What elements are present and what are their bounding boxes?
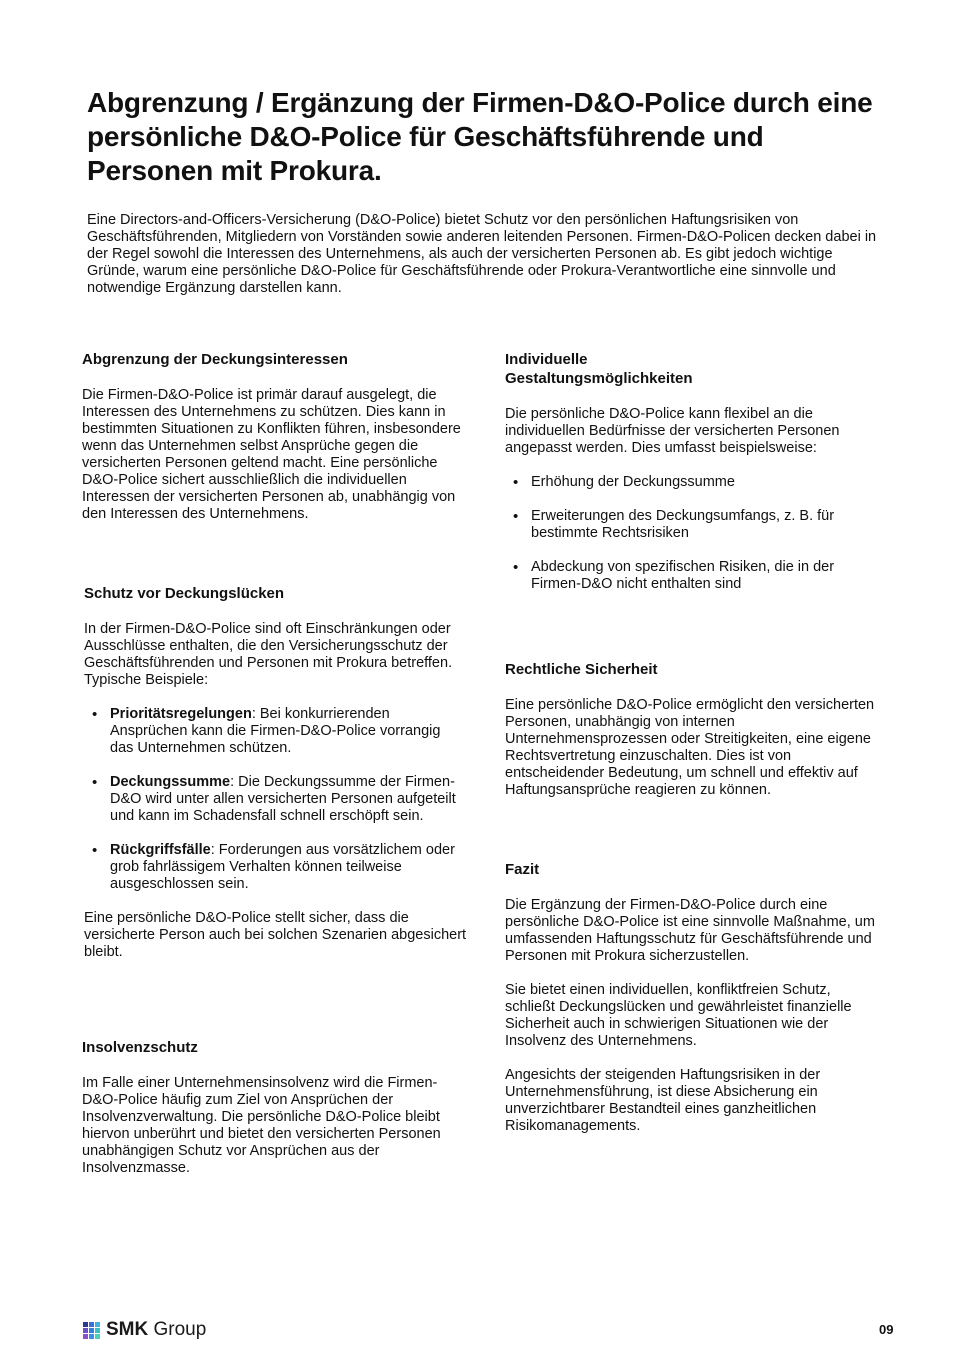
- section-text: Die persönliche D&O-Police kann flexibel an die individuellen Bedürfnisse der versicherten Personen angepasst werden. Dies umfasst beispielsweise:: [505, 406, 840, 456]
- heading-line: Individuelle: [505, 351, 588, 368]
- section-heading: [505, 350, 875, 388]
- logo-square: [95, 1328, 100, 1333]
- list-item: • Erweiterungen des Deckungsumfangs, z. B. für bestimmte Rechtsrisiken: [531, 508, 875, 542]
- example-list: [84, 706, 467, 893]
- logo-square: [89, 1328, 94, 1333]
- list-item: [110, 774, 467, 825]
- section-insolvenzschutz: [82, 1038, 467, 1177]
- logo-text-bold: SMK: [106, 1319, 149, 1340]
- list-item: • Abdeckung von spezifischen Risiken, die in der Firmen-D&O nicht enthalten sind: [531, 559, 875, 593]
- section-fazit: [505, 860, 875, 1135]
- logo-mark-icon: [83, 1322, 100, 1339]
- section-text: Eine persönliche D&O-Police ermöglicht den versicherten Personen, unabhängig von internen Unternehmensprozessen oder Streitigkeiten, eine eigene Rechtsvertretung einzuschalten. Dies ist von entscheidender Bedeutung, um schnell und effektiv auf Haftungsansprüche reagieren zu können.: [505, 697, 875, 798]
- option-list: [505, 474, 875, 593]
- list-item-desc: : Die Deckungssumme der Firmen-D&O wird unter allen versicherten Personen aufgeteilt und kann im Schadensfall schnell erschöpft sein.: [110, 774, 456, 824]
- page-title: Abgrenzung / Ergänzung der Firmen-D&O-Police durch eine persönliche D&O-Police für Geschäftsführende und Personen mit Prokura.: [87, 87, 873, 186]
- logo-square: [89, 1334, 94, 1339]
- section-heading: Insolvenzschutz: [82, 1039, 198, 1056]
- list-item-desc: : Bei konkurrierenden Ansprüchen kann die Firmen-D&O-Police vorrangig das Unternehmen schützen.: [110, 706, 441, 756]
- section-text: Sie bietet einen individuellen, konfliktfreien Schutz, schließt Deckungslücken und gewährleistet finanzielle Sicherheit auch in schwierigen Situationen wie der Insolvenz des Unternehmens.: [505, 982, 852, 1049]
- logo-square: [95, 1322, 100, 1327]
- section-text: In der Firmen-D&O-Police sind oft Einschränkungen oder Ausschlüsse enthalten, die den Versicherungsschutz der Geschäftsführenden und Personen mit Prokura betreffen. Typische Beispiele:: [84, 621, 453, 688]
- list-item-desc: : Forderungen aus vorsätzlichem oder grob fahrlässigem Verhalten können teilweise ausgeschlossen sein.: [110, 842, 455, 892]
- intro-paragraph: Eine Directors-and-Officers-Versicherung (D&O-Police) bietet Schutz vor den persönlichen Haftungsrisiken von Geschäftsführenden, Mitgliedern von Vorständen sowie anderen leitenden Personen. Firmen-D&O-Policen decken dabei in der Regel sowohl die Interessen des Unternehmens, als auch der versicherten Personen ab. Es gibt jedoch wichtige Gründe, warum eine persönliche D&O-Police für Geschäftsführende oder Prokura-Verantwortliche eine sinnvolle und notwendige Ergänzung darstellen kann.: [87, 212, 877, 296]
- logo-square: [95, 1334, 100, 1339]
- section-text: Angesichts der steigenden Haftungsrisiken in der Unternehmensführung, ist diese Absicherung ein unverzichtbarer Bestandteil eines ganzheitlichen Risikomanagements.: [505, 1067, 821, 1134]
- section-gestaltung: [505, 350, 875, 593]
- logo-square: [83, 1328, 88, 1333]
- company-logo: [83, 1319, 206, 1341]
- list-item: [110, 706, 467, 757]
- section-deckungsluecken: [84, 584, 467, 961]
- section-text: Die Firmen-D&O-Police ist primär darauf ausgelegt, die Interessen des Unternehmens zu schützen. Dies kann in bestimmten Situationen zu Konflikten führen, insbesondere wenn das Unternehmen selbst Ansprüche gegen die versicherten Personen geltend macht. Eine persönliche D&O-Police sichert ausschließlich die individuellen Interessen der versicherten Personen ab, unabhängig von den Interessen des Unternehmens.: [82, 387, 461, 522]
- section-text: Die Ergänzung der Firmen-D&O-Police durch eine persönliche D&O-Police ist eine sinnvolle Maßnahme, um umfassenden Haftungsschutz für Geschäftsführende und Personen mit Prokura sicherzustellen.: [505, 897, 875, 964]
- section-deckungsinteressen: [82, 350, 467, 523]
- logo-text-rest: Group: [148, 1319, 207, 1340]
- logo-wordmark: [106, 1319, 206, 1341]
- section-heading: Schutz vor Deckungslücken: [84, 585, 285, 602]
- logo-square: [83, 1334, 88, 1339]
- page-number: 09: [879, 1322, 894, 1337]
- section-text: Im Falle einer Unternehmensinsolvenz wird die Firmen-D&O-Police häufig zum Ziel von Ansprüchen der Insolvenzverwaltung. Die persönliche D&O-Police bleibt hiervon unberührt und bietet den versicherten Personen unabhängigen Schutz vor Ansprüchen aus der Insolvenzmasse.: [82, 1075, 441, 1176]
- list-item-term: Prioritätsregelungen: [110, 706, 252, 722]
- section-heading: Fazit: [505, 861, 540, 878]
- section-heading: Abgrenzung der Deckungsinteressen: [82, 351, 348, 368]
- list-item: • Erhöhung der Deckungssumme: [531, 474, 875, 491]
- section-rechtliche-sicherheit: [505, 660, 875, 799]
- section-heading: Rechtliche Sicherheit: [505, 661, 658, 678]
- list-item-term: Rückgriffsfälle: [110, 842, 211, 858]
- logo-square: [83, 1322, 88, 1327]
- section-closing: Eine persönliche D&O-Police stellt sicher, dass die versicherte Person auch bei solchen Szenarien abgesichert bleibt.: [84, 910, 467, 960]
- logo-square: [89, 1322, 94, 1327]
- list-item-term: Deckungssumme: [110, 774, 231, 790]
- list-item: [110, 842, 467, 893]
- heading-line: Gestaltungsmöglichkeiten: [505, 370, 693, 387]
